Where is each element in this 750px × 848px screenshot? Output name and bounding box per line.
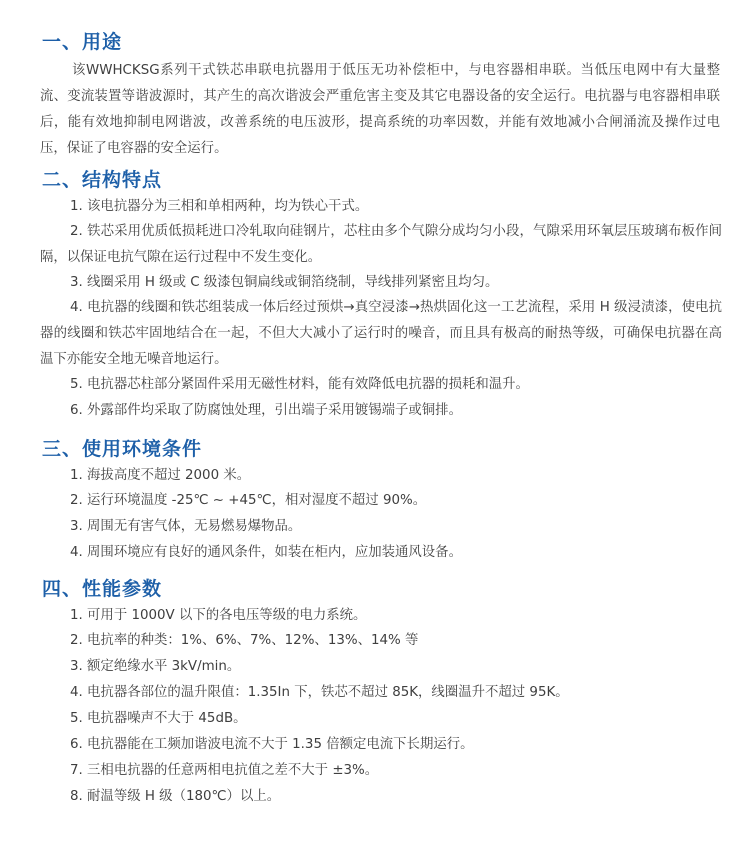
section-title-environment: 三、使用环境条件 <box>42 438 203 460</box>
performance-item-3: 3. 额定绝缘水平 3kV/min。 <box>70 659 241 674</box>
environment-item-4: 4. 周围环境应有良好的通风条件，如装在柜内，应加装通风设备。 <box>70 545 462 560</box>
structure-item-2: 2. 铁芯采用优质低损耗进口冷轧取向硅钢片，芯柱由多个气隙分成均匀小段，气隙采用环氧层压玻璃布板作间隔，以保证电抗气隙在运行过程中不发生变化。 <box>40 224 722 265</box>
performance-item-7: 7. 三相电抗器的任意两相电抗值之差不大于 ±3%。 <box>70 763 379 778</box>
structure-item-5: 5. 电抗器芯柱部分紧固件采用无磁性材料，能有效降低电抗器的损耗和温升。 <box>70 377 529 392</box>
environment-item-3: 3. 周围无有害气体，无易燃易爆物品。 <box>70 519 302 534</box>
performance-item-5: 5. 电抗器噪声不大于 45dB。 <box>70 711 247 726</box>
performance-item-4: 4. 电抗器各部位的温升限值：1.35In 下，铁芯不超过 85K，线圈温升不超过 95K。 <box>70 685 569 700</box>
performance-item-8: 8. 耐温等级 H 级（180℃）以上。 <box>70 789 281 804</box>
performance-item-6: 6. 电抗器能在工频加谐波电流不大于 1.35 倍额定电流下长期运行。 <box>70 737 474 752</box>
structure-item-4: 4. 电抗器的线圈和铁芯组装成一体后经过预烘→真空浸漆→热烘固化这一工艺流程，采用 H 级浸渍漆，使电抗器的线圈和铁芯牢固地结合在一起，不但大大减小了运行时的噪音，而且具有极高的耐热等级，可确保电抗器在高温下亦能安全地无噪音地运行。 <box>40 300 722 367</box>
section-title-structure: 二、结构特点 <box>42 169 163 191</box>
environment-item-2: 2. 运行环境温度 -25℃ ~ +45℃，相对湿度不超过 90%。 <box>70 493 427 508</box>
section-title-performance: 四、性能参数 <box>42 578 163 600</box>
environment-item-1: 1. 海拔高度不超过 2000 米。 <box>70 468 251 483</box>
performance-item-2: 2. 电抗率的种类：1%、6%、7%、12%、13%、14% 等 <box>70 633 419 648</box>
structure-item-1: 1. 该电抗器分为三相和单相两种，均为铁心干式。 <box>70 199 369 214</box>
structure-item-6: 6. 外露部件均采取了防腐蚀处理，引出端子采用镀锡端子或铜排。 <box>70 403 462 418</box>
structure-item-3: 3. 线圈采用 H 级或 C 级漆包铜扁线或铜箔绕制，导线排列紧密且均匀。 <box>70 275 499 290</box>
usage-paragraph: 该WWHCKSG系列干式铁芯串联电抗器用于低压无功补偿柜中，与电容器相串联。当低压电网中有大量整流、变流装置等谐波源时，其产生的高次谐波会严重危害主变及其它电器设备的安全运行。电抗器与电容器相串联后，能有效地抑制电网谐波，改善系统的电压波形，提高系统的功率因数，并能有效地减小合闸涌流及操作过电压，保证了电容器的安全运行。 <box>40 63 720 156</box>
performance-item-1: 1. 可用于 1000V 以下的各电压等级的电力系统。 <box>70 608 367 623</box>
section-title-usage: 一、用途 <box>42 31 123 53</box>
